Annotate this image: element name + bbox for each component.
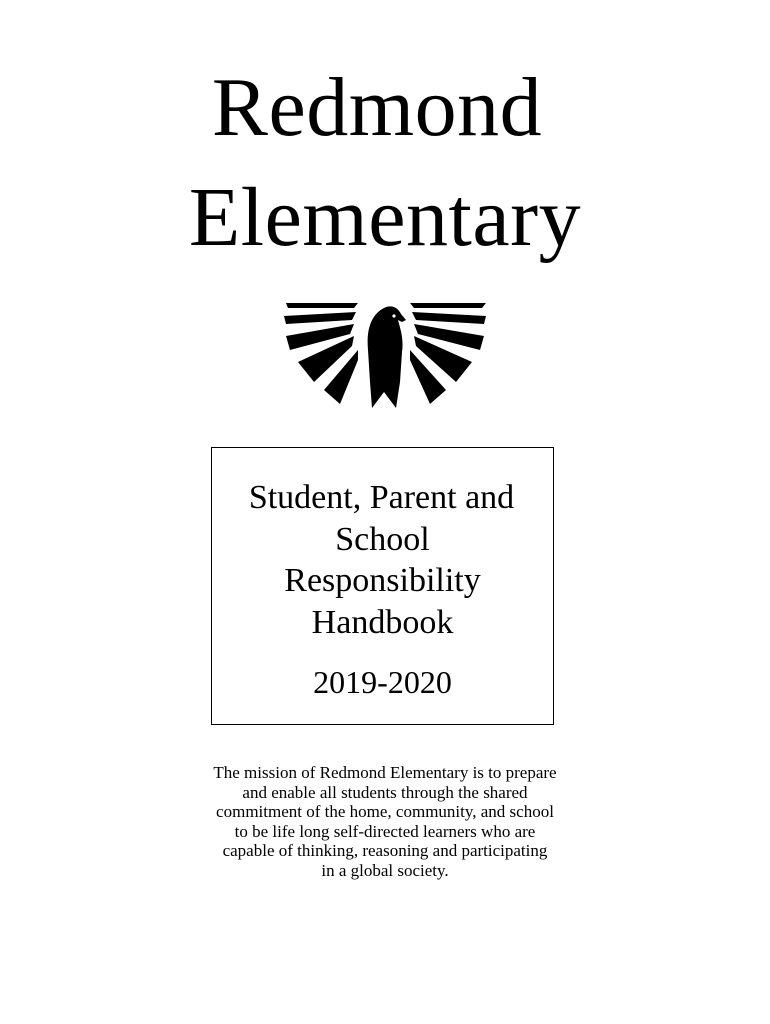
handbook-title-line: Responsibility (284, 562, 481, 599)
left-feather-2 (284, 312, 356, 324)
mission-line: to be life long self-directed learners who are (234, 821, 536, 841)
mission-line: commitment of the home, community, and school (216, 802, 554, 821)
mission-line: The mission of Redmond Elementary is to prepare (213, 763, 557, 782)
school-year: 2019-2020 (313, 664, 452, 700)
handbook-title-line: Student, Parent and (248, 479, 515, 516)
eagle-icon (280, 298, 490, 412)
mission-line: in a global society. (321, 860, 449, 880)
mission-line: and enable all students through the shared (242, 782, 528, 802)
handbook-title-line: Handbook (311, 604, 454, 641)
eagle-body (368, 306, 406, 408)
right-feather-2 (412, 312, 486, 324)
mission-statement (180, 763, 590, 880)
mission-line: capable of thinking, reasoning and participating (222, 841, 548, 860)
eagle-eye (392, 314, 395, 317)
right-feather-1 (410, 303, 486, 308)
school-name-line2: Elementary (188, 171, 582, 264)
school-name-line1: Redmond (211, 61, 543, 154)
handbook-title-line: School (335, 521, 430, 558)
left-feather-1 (286, 303, 358, 308)
handbook-title-box (211, 447, 554, 725)
